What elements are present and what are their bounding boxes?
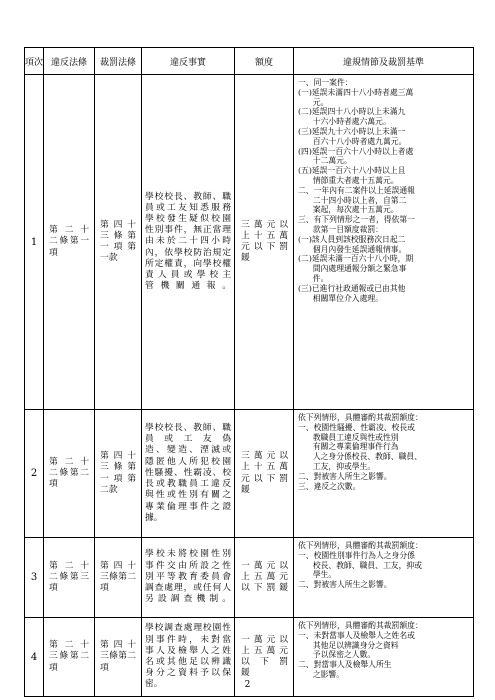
table-row bbox=[25, 410, 474, 538]
cell-penalty-law bbox=[95, 75, 142, 410]
cell-idx: 1 bbox=[25, 75, 44, 410]
header-amount: 額度 bbox=[235, 48, 294, 75]
cell-line: 二條第二 bbox=[49, 467, 89, 478]
cell-line: 學校調查處理校園性 bbox=[145, 623, 231, 634]
header-row bbox=[25, 48, 474, 75]
cell-line: 二十四小時以上者，自第二 bbox=[312, 195, 407, 205]
cell-line: 三、違反之次數。 bbox=[298, 481, 361, 491]
page-number: 2 bbox=[244, 680, 251, 690]
table-row bbox=[25, 538, 474, 618]
cell-line: 一 項 第 bbox=[100, 242, 136, 252]
table-row bbox=[25, 75, 474, 410]
cell-line: 上十五萬 bbox=[241, 462, 288, 473]
cell-line: 上五萬元 bbox=[241, 571, 288, 582]
cell-line: 第四十 bbox=[100, 560, 136, 571]
cell-line: 密。 bbox=[145, 679, 163, 690]
cell-line: 造、變造、湮滅或 bbox=[145, 445, 231, 456]
cell-line: 責人員或學校主 bbox=[145, 270, 231, 280]
cell-line: 第二十 bbox=[49, 560, 89, 571]
cell-line: 別事件時，未對當 bbox=[145, 634, 231, 645]
cell-law bbox=[44, 538, 95, 618]
cell-idx: 3 bbox=[25, 538, 44, 618]
cell-line: 件。 bbox=[312, 273, 329, 283]
header-law: 違反法條 bbox=[44, 48, 95, 75]
cell-line: 其他足以辨識身分之資料 bbox=[312, 640, 399, 650]
cell-line: 三萬元以 bbox=[241, 219, 288, 230]
header-penalty-law: 裁罰法條 bbox=[95, 48, 142, 75]
cell-line: 一、同一案件： bbox=[298, 78, 353, 87]
cell-line: 學校校長、教師、職 bbox=[145, 423, 231, 434]
cell-line: 第四十 bbox=[100, 640, 136, 651]
cell-line: 二條第一 bbox=[49, 236, 89, 247]
cell-fact bbox=[142, 75, 235, 410]
cell-line: 款第一目額度裁罰： bbox=[312, 224, 383, 234]
cell-fact bbox=[142, 410, 235, 538]
cell-line: 三萬元以 bbox=[241, 451, 288, 462]
cell-amount bbox=[235, 75, 294, 410]
cell-line: 長或教職員工違反 bbox=[145, 479, 231, 490]
cell-fact bbox=[142, 538, 235, 618]
cell-line: 以下罰 bbox=[241, 657, 288, 667]
cell-line: 三條第二 bbox=[100, 571, 136, 582]
cell-line: 有關之專業倫理事件行為 bbox=[312, 442, 399, 452]
cell-line: 個月內發生延誤通報情事。 bbox=[312, 244, 407, 254]
cell-line: 事件交由所設之性 bbox=[145, 560, 231, 571]
cell-line: 事人及檢舉人之姓 bbox=[145, 645, 231, 656]
cell-line: 三條第二 bbox=[49, 651, 89, 662]
cell-line: 項 bbox=[49, 583, 58, 594]
cell-line: 鍰 bbox=[241, 668, 250, 679]
cell-line: 十六小時者處六萬元。 bbox=[312, 117, 391, 127]
cell-criteria bbox=[294, 410, 474, 538]
cell-line: 項 bbox=[49, 662, 58, 673]
cell-line: 予以保密之人數。 bbox=[312, 650, 376, 660]
cell-line: 上十五萬 bbox=[241, 230, 288, 241]
cell-line: 二、對當事人及檢舉人所生 bbox=[298, 660, 392, 670]
header-criteria: 違規情節及裁罰基準 bbox=[294, 48, 474, 75]
cell-line: 由未於二十四小時 bbox=[145, 236, 231, 247]
cell-line: 一、校園性騷擾、性霸凌、校長或 bbox=[298, 422, 415, 432]
cell-line: 管機關通報。 bbox=[145, 281, 231, 292]
cell-line: (二)延誤未滿一百六十八小時，期 bbox=[298, 254, 414, 264]
cell-line: 第二十 bbox=[49, 225, 89, 236]
cell-penalty-law bbox=[95, 410, 142, 538]
cell-idx: 4 bbox=[25, 618, 44, 697]
cell-law bbox=[44, 75, 95, 410]
cell-line: 依下列情形，具體審酌其裁罰額度： bbox=[298, 413, 423, 422]
cell-law bbox=[44, 410, 95, 538]
cell-line: (三)延誤九十六小時以上未滿一 bbox=[298, 126, 406, 136]
cell-penalty-law bbox=[95, 538, 142, 618]
cell-line: 一、未對當事人及檢舉人之姓名或 bbox=[298, 630, 415, 640]
cell-line: 三 條 第 bbox=[100, 230, 136, 241]
cell-line: 上五萬元 bbox=[241, 645, 288, 656]
cell-line: 據。 bbox=[145, 512, 163, 523]
cell-line: 名或其他足以辨識 bbox=[145, 657, 231, 667]
cell-line: 一 項 第 bbox=[100, 473, 136, 484]
cell-line: 三、有下列情形之一者，得依第一 bbox=[298, 215, 415, 225]
cell-line: (四)延誤一百六十八小時以上者處 bbox=[298, 146, 414, 156]
cell-line: 人之身分係校長、教師、職員、 bbox=[312, 452, 422, 462]
cell-line: 第 四 十 bbox=[100, 219, 136, 230]
cell-line: 學校校長、教師、職 bbox=[145, 191, 231, 202]
cell-line: 元以下罰 bbox=[241, 473, 288, 484]
cell-line: 第二十 bbox=[49, 640, 89, 651]
cell-line: 鍰 bbox=[241, 484, 250, 495]
cell-line: 項 bbox=[49, 247, 58, 258]
cell-line: 二、對被害人所生之影響。 bbox=[298, 471, 392, 481]
cell-line: 一、校園性別事件行為人之身分係 bbox=[298, 550, 415, 560]
cell-line: 一款 bbox=[100, 253, 118, 264]
cell-line: 元。 bbox=[312, 97, 329, 107]
cell-idx: 2 bbox=[25, 410, 44, 538]
cell-line: 學校發生疑似校園 bbox=[145, 213, 231, 224]
cell-line: 鍰 bbox=[241, 253, 250, 264]
cell-line: 員或工友知悉服務 bbox=[145, 202, 231, 213]
cell-line: 性別事件，無正當理 bbox=[145, 225, 231, 236]
header-idx: 項次 bbox=[25, 48, 44, 75]
cell-line: 一萬元以 bbox=[241, 560, 288, 571]
cell-line: (三)已進行社政通報或已由其他 bbox=[298, 283, 406, 293]
cell-line: 隱匿他人所犯校園 bbox=[145, 456, 231, 467]
cell-line: 相關單位介入處理。 bbox=[312, 293, 383, 303]
cell-line: 項 bbox=[49, 479, 58, 490]
cell-line: 另設調查機制。 bbox=[145, 594, 231, 605]
cell-line: 元以下罰 bbox=[241, 242, 288, 252]
cell-line: 專業倫理事件之證 bbox=[145, 501, 231, 512]
cell-line: 三條第二 bbox=[100, 651, 136, 662]
cell-line: (二)延誤四十八小時以上未滿九 bbox=[298, 107, 406, 117]
cell-line: 學校未將校園性別 bbox=[145, 549, 231, 560]
cell-line: 三 條 第 bbox=[100, 462, 136, 473]
cell-line: 二條第三 bbox=[49, 571, 89, 582]
cell-line: (五)延誤一百六十八小時以上且 bbox=[298, 166, 406, 176]
cell-line: 情節重大者處十五萬元。 bbox=[312, 175, 399, 185]
cell-line: 校長、教師、職員、工友，抑或 bbox=[312, 560, 422, 570]
cell-line: 所定權責，向學校權 bbox=[145, 258, 231, 269]
cell-line: 依下列情形，具體審酌其裁罰額度： bbox=[298, 541, 423, 550]
cell-line: 一萬元以 bbox=[241, 634, 288, 645]
cell-line: 內，依學校防治規定 bbox=[145, 247, 231, 258]
cell-line: 第 四 十 bbox=[100, 451, 136, 462]
cell-criteria bbox=[294, 538, 474, 618]
cell-line: 身分之資料予以保 bbox=[145, 668, 231, 679]
cell-line: 教職員工違反與性或性別 bbox=[312, 432, 399, 442]
cell-line: 別平等教育委員會 bbox=[145, 571, 231, 582]
cell-line: 與性或性別有關之 bbox=[145, 490, 231, 501]
cell-line: 之影響。 bbox=[312, 669, 344, 679]
cell-line: 二款 bbox=[100, 484, 118, 495]
cell-line: 以下罰鍰 bbox=[241, 583, 288, 594]
cell-line: 十二萬元。 bbox=[312, 156, 352, 166]
cell-line: 性騷擾、性霸凌、校 bbox=[145, 467, 231, 478]
cell-line: 員或工友偽 bbox=[145, 434, 231, 445]
cell-line: 案起，每次處十五萬元。 bbox=[312, 205, 399, 215]
cell-line: 百六十八小時者處九萬元。 bbox=[312, 136, 407, 146]
regulation-table bbox=[24, 47, 474, 697]
cell-line: 調查處理，或任何人 bbox=[145, 583, 231, 594]
cell-line: 項 bbox=[100, 662, 109, 673]
cell-line: 依下列情形，具體審酌其裁罰額度： bbox=[298, 621, 423, 630]
cell-amount bbox=[235, 410, 294, 538]
cell-line: (一)延誤未滿四十八小時者處三萬 bbox=[298, 87, 414, 97]
cell-line: 間內處理通報分額之緊急事 bbox=[312, 264, 407, 274]
cell-line: 工友，抑或學生。 bbox=[312, 461, 376, 471]
cell-amount bbox=[235, 538, 294, 618]
header-fact: 違反事實 bbox=[142, 48, 235, 75]
cell-criteria bbox=[294, 75, 474, 410]
cell-line: 二、對被害人所生之影響。 bbox=[298, 580, 392, 590]
cell-line: 學生。 bbox=[312, 570, 337, 580]
cell-line: (一)該人員到該校服務次日起二 bbox=[298, 234, 406, 244]
cell-line: 第二十 bbox=[49, 456, 89, 467]
cell-line: 項 bbox=[100, 583, 109, 594]
cell-line: 二、一年內有二案件以上延誤通報 bbox=[298, 185, 415, 195]
